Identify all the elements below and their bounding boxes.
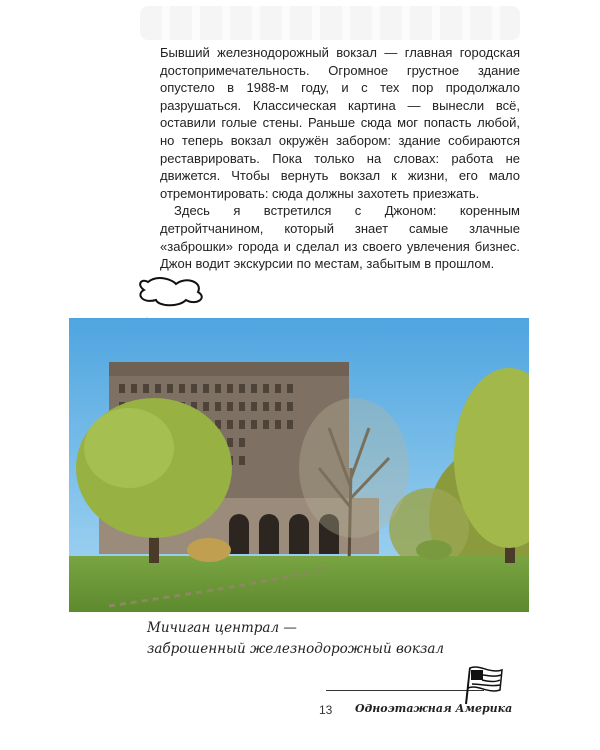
caption-line-1: Мичиган централ — [147, 620, 297, 636]
book-title: Одноэтажная Америка [355, 702, 513, 715]
photo-caption [147, 618, 444, 660]
header-watermark [140, 6, 520, 40]
caption-line-2: заброшенный железнодорожный вокзал [147, 641, 444, 657]
paragraph-2: Здесь я встретился с Джоном: коренным детройтчанином, который знает самые злачные «заброшки» города и сделал из своего увлечения бизнес. Джон водит экскурсии по местам, забытым в прошлом. [160, 203, 520, 272]
station-photo-illustration [69, 318, 529, 612]
article-text [160, 44, 520, 273]
page-number: 13 [319, 703, 333, 717]
paragraph-1: Бывший железнодорожный вокзал — главная городская достопримечательность. Огромное грустное здание опустело в 1988-м году, и с тех пор продолжало разрушаться. Классическая картина — вынесли всё, оставили голые стены. Раньше сюда мог попасть любой, но теперь вокзал окружён забором: здание собираются реставрировать. Пока только на словах: работа не движется. Чтобы вернуть вокзал к жизни, его мало отремонтировать: сюда должны захотеть приезжать. [160, 45, 520, 201]
station-photo [69, 318, 529, 612]
usa-flag-icon [460, 660, 508, 706]
